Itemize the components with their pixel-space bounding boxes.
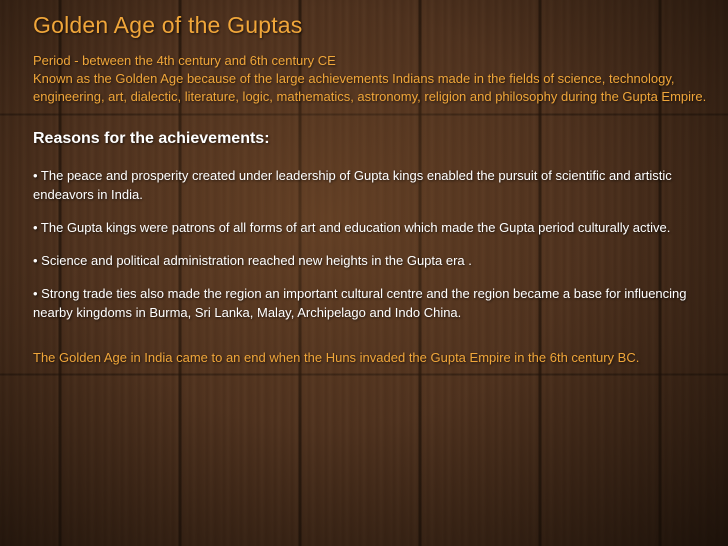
slide-title: Golden Age of the Guptas xyxy=(33,12,303,38)
reasons-heading: Reasons for the achievements: xyxy=(33,130,270,147)
bullet-item-patrons: • The Gupta kings were patrons of all forms of art and education which made the Gupta period culturally active. xyxy=(33,220,671,235)
period-text: Period - between the 4th century and 6th century CE xyxy=(33,53,336,68)
bullet-item-peace: • The peace and prosperity created under leadership of Gupta kings enabled the pursuit of scientific and artistic endeavors in India. xyxy=(33,168,672,202)
closing-text: The Golden Age in India came to an end when the Huns invaded the Gupta Empire in the 6th century BC. xyxy=(33,350,640,365)
slide-content xyxy=(33,10,709,367)
golden-age-description: Known as the Golden Age because of the large achievements Indians made in the fields of science, technology, engineering, art, dialectic, literature, logic, mathematics, astronomy, religion and philosophy during the Gupta Empire. xyxy=(33,71,707,104)
bullet-item-science: • Science and political administration reached new heights in the Gupta era . xyxy=(33,253,472,268)
bullet-item-trade: • Strong trade ties also made the region an important cultural centre and the region became a base for influencing nearby kingdoms in Burma, Sri Lanka, Malay, Archipelago and Indo China. xyxy=(33,286,687,320)
